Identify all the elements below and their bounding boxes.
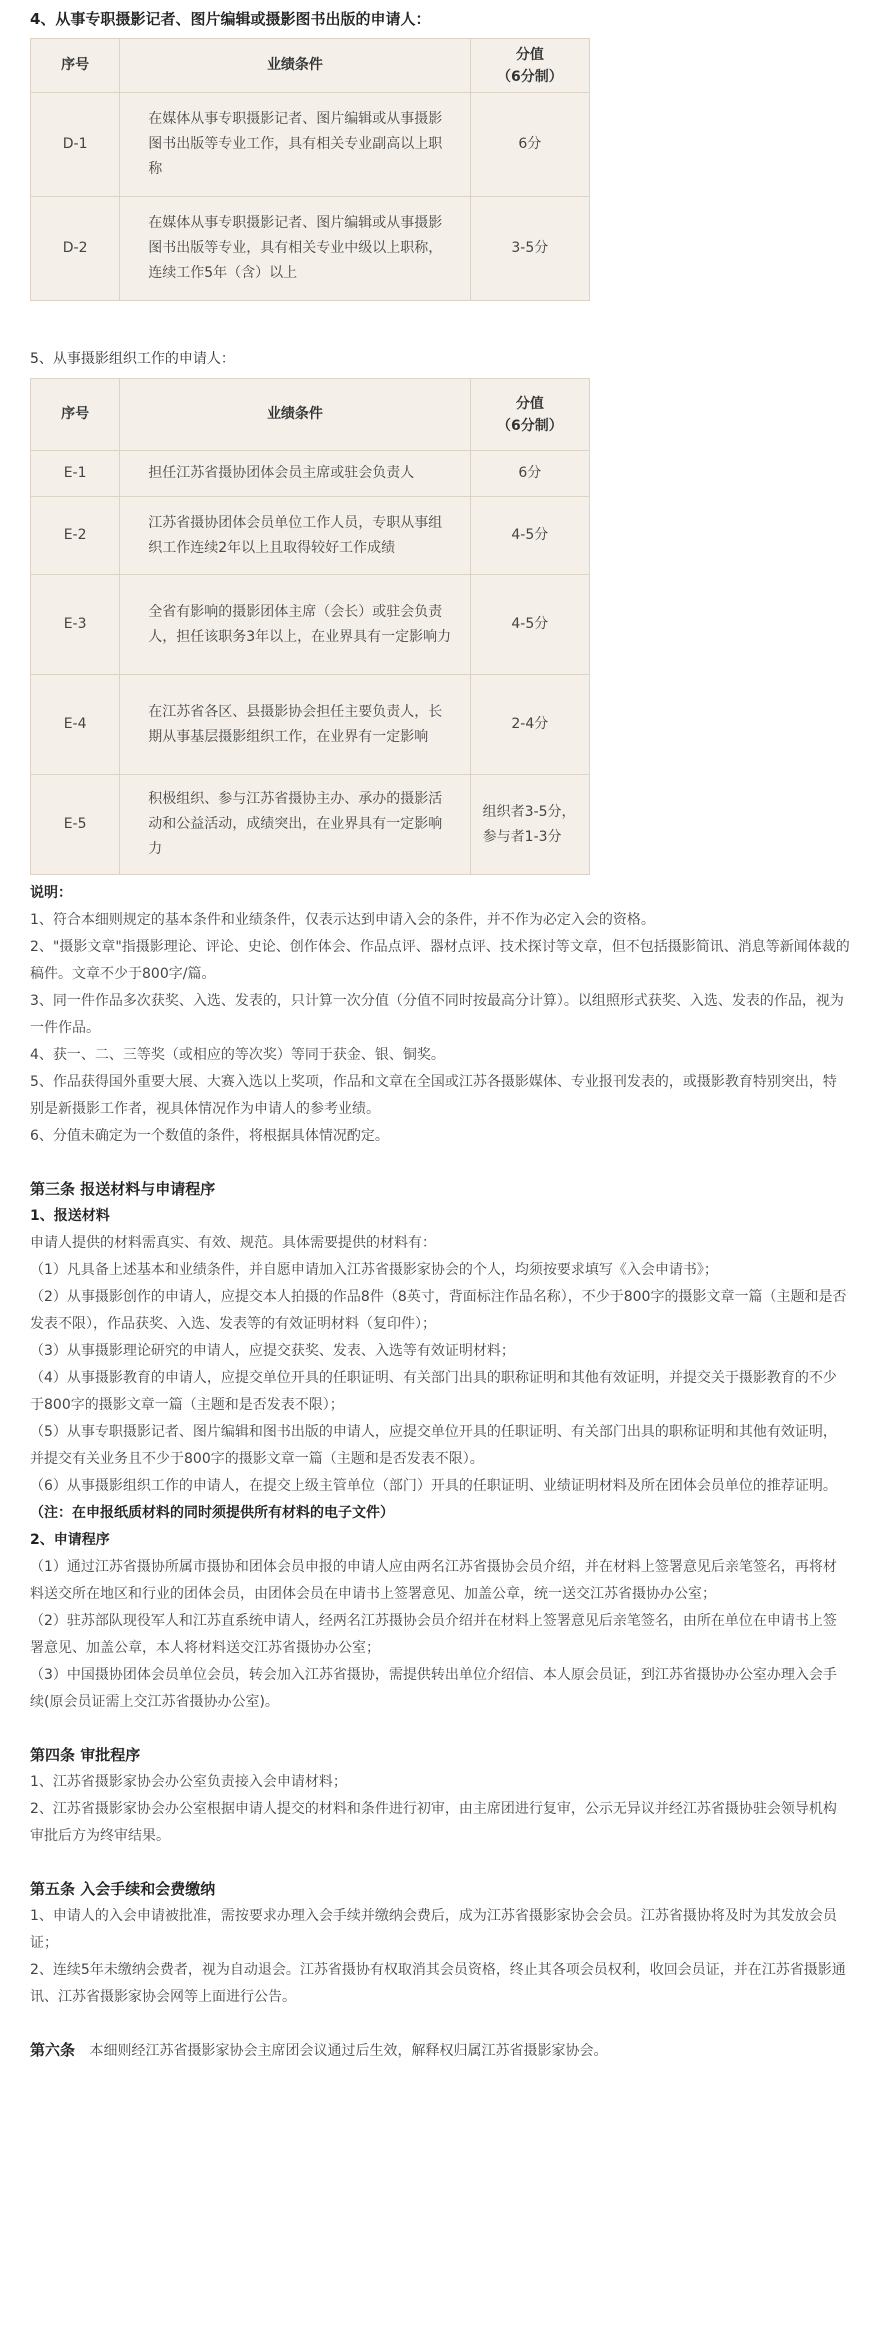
row-score: 4-5分 — [470, 575, 589, 675]
table-header-row — [31, 39, 590, 93]
table-row — [31, 775, 590, 875]
row-condition: 在媒体从事专职摄影记者、图片编辑或从事摄影图书出版等专业工作，具有相关专业副高以上职称 — [120, 93, 470, 197]
header-condition: 业绩条件 — [120, 39, 470, 93]
note-item: 5、作品获得国外重要大展、大赛入选以上奖项，作品和文章在全国或江苏各摄影媒体、专业报刊发表的，或摄影教育特别突出，特别是新摄影工作者，视具体情况作为申请人的参考业绩。 — [30, 1074, 837, 1117]
article-3-sub1-note: （注：在申报纸质材料的同时须提供所有材料的电子文件） — [30, 1505, 394, 1521]
list-item: （2）驻苏部队现役军人和江苏直系统申请人，经两名江苏摄协会员介绍并在材料上签署意见后亲笔签名，由所在单位在申请书上签署意见、加盖公章，本人将材料送交江苏省摄协办公室； — [30, 1613, 837, 1656]
row-score: 4-5分 — [470, 497, 589, 575]
list-item: 1、江苏省摄影家协会办公室负责接入会申请材料； — [30, 1774, 347, 1790]
note-item: 4、获一、二、三等奖（或相应的等次奖）等同于获金、银、铜奖。 — [30, 1047, 445, 1063]
article-5-title: 第五条 入会手续和会费缴纳 — [30, 1880, 216, 1898]
table-row — [31, 675, 590, 775]
row-score: 3-5分 — [470, 197, 589, 301]
list-item: 1、申请人的入会申请被批准，需按要求办理入会手续并缴纳会费后，成为江苏省摄影家协会会员。江苏省摄协将及时为其发放会员证； — [30, 1908, 837, 1951]
list-item: 2、连续5年未缴纳会费者，视为自动退会。江苏省摄协有权取消其会员资格，终止其各项会员权利，收回会员证，并在江苏省摄影通讯、江苏省摄影家协会网等上面进行公告。 — [30, 1962, 846, 2005]
list-item: （4）从事摄影教育的申请人，应提交单位开具的任职证明、有关部门出具的职称证明和其他有效证明，并提交关于摄影教育的不少于800字的摄影文章一篇（主题和是否发表不限）； — [30, 1370, 837, 1413]
row-score: 6分 — [470, 451, 589, 497]
list-item: （6）从事摄影组织工作的申请人，在提交上级主管单位（部门）开具的任职证明、业绩证明材料及所在团体会员单位的推荐证明。 — [30, 1478, 837, 1494]
list-item: （3）从事摄影理论研究的申请人，应提交获奖、发表、入选等有效证明材料； — [30, 1343, 515, 1359]
row-no: E-3 — [31, 575, 120, 675]
row-no: E-5 — [31, 775, 120, 875]
row-no: D-2 — [31, 197, 120, 301]
row-no: E-4 — [31, 675, 120, 775]
row-condition: 担任江苏省摄协团体会员主席或驻会负责人 — [120, 451, 470, 497]
article-3-sub1-intro: 申请人提供的材料需真实、有效、规范。具体需要提供的材料有： — [30, 1235, 436, 1251]
article-3-title: 第三条 报送材料与申请程序 — [30, 1180, 216, 1198]
row-score: 组织者3-5分，参与者1-3分 — [470, 775, 589, 875]
row-condition: 全省有影响的摄影团体主席（会长）或驻会负责人，担任该职务3年以上，在业界具有一定影响力 — [120, 575, 470, 675]
article-3-sub1-title: 1、报送材料 — [30, 1208, 110, 1224]
article-6-title: 第六条 — [30, 2041, 76, 2059]
row-condition: 在江苏省各区、县摄影协会担任主要负责人，长期从事基层摄影组织工作，在业界有一定影响 — [120, 675, 470, 775]
list-item: （5）从事专职摄影记者、图片编辑和图书出版的申请人，应提交单位开具的任职证明、有关部门出具的职称证明和其他有效证明，并提交有关业务且不少于800字的摄影文章一篇（主题和是否发表不限）。 — [30, 1424, 837, 1467]
article-4-title: 第四条 审批程序 — [30, 1746, 141, 1764]
header-score: 分值 （6分制） — [470, 39, 589, 93]
table-header-row — [31, 379, 590, 451]
row-no: E-1 — [31, 451, 120, 497]
note-item: 2、"摄影文章"指摄影理论、评论、史论、创作体会、作品点评、器材点评、技术探讨等文章，但不包括摄影简讯、消息等新闻体裁的稿件。文章不少于800字/篇。 — [30, 939, 850, 982]
list-item: （1）通过江苏省摄协所属市摄协和团体会员申报的申请人应由两名江苏省摄协会员介绍，并在材料上签署意见后亲笔签名，再将材料送交所在地区和行业的团体会员，由团体会员在申请书上签署意见、加盖公章，统一送交江苏省摄协办公室； — [30, 1559, 837, 1602]
table-row — [31, 93, 590, 197]
table-row — [31, 497, 590, 575]
note-item: 3、同一件作品多次获奖、入选、发表的，只计算一次分值（分值不同时按最高分计算）。以组照形式获奖、入选、发表的作品，视为一件作品。 — [30, 993, 844, 1036]
article-6-text: 本细则经江苏省摄影家协会主席团会议通过后生效，解释权归属江苏省摄影家协会。 — [89, 2043, 608, 2059]
section-5-heading: 5、从事摄影组织工作的申请人： — [30, 351, 235, 367]
row-score: 2-4分 — [470, 675, 589, 775]
note-item: 1、符合本细则规定的基本条件和业绩条件，仅表示达到申请入会的条件，并不作为必定入会的资格。 — [30, 912, 655, 928]
article-6 — [30, 2037, 850, 2065]
section-4-heading: 4、从事专职摄影记者、图片编辑或摄影图书出版的申请人： — [30, 10, 431, 28]
table-d — [30, 38, 590, 301]
row-condition: 在媒体从事专职摄影记者、图片编辑或从事摄影图书出版等专业，具有相关专业中级以上职称，连续工作5年（含）以上 — [120, 197, 470, 301]
body-text — [30, 880, 850, 2065]
row-condition: 江苏省摄协团体会员单位工作人员，专职从事组织工作连续2年以上且取得较好工作成绩 — [120, 497, 470, 575]
list-item: （3）中国摄协团体会员单位会员，转会加入江苏省摄协，需提供转出单位介绍信、本人原会员证，到江苏省摄协办公室办理入会手续(原会员证需上交江苏省摄协办公室)。 — [30, 1667, 837, 1710]
row-no: E-2 — [31, 497, 120, 575]
table-row — [31, 575, 590, 675]
row-no: D-1 — [31, 93, 120, 197]
header-no: 序号 — [31, 39, 120, 93]
note-item: 6、分值未确定为一个数值的条件，将根据具体情况酌定。 — [30, 1128, 389, 1144]
table-e — [30, 378, 590, 875]
notes-title: 说明： — [30, 885, 72, 901]
table-row — [31, 451, 590, 497]
row-score: 6分 — [470, 93, 589, 197]
header-no: 序号 — [31, 379, 120, 451]
row-condition: 积极组织、参与江苏省摄协主办、承办的摄影活动和公益活动，成绩突出，在业界具有一定影响力 — [120, 775, 470, 875]
header-condition: 业绩条件 — [120, 379, 470, 451]
list-item: 2、江苏省摄影家协会办公室根据申请人提交的材料和条件进行初审，由主席团进行复审，公示无异议并经江苏省摄协驻会领导机构审批后方为终审结果。 — [30, 1801, 837, 1844]
list-item: （1）凡具备上述基本和业绩条件，并自愿申请加入江苏省摄影家协会的个人，均须按要求填写《入会申请书》； — [30, 1262, 718, 1278]
header-score: 分值 （6分制） — [470, 379, 589, 451]
table-row — [31, 197, 590, 301]
list-item: （2）从事摄影创作的申请人，应提交本人拍摄的作品8件（8英寸，背面标注作品名称），不少于800字的摄影文章一篇（主题和是否发表不限），作品获奖、入选、发表等的有效证明材料（复印件）； — [30, 1289, 847, 1332]
article-3-sub2-title: 2、申请程序 — [30, 1532, 110, 1548]
